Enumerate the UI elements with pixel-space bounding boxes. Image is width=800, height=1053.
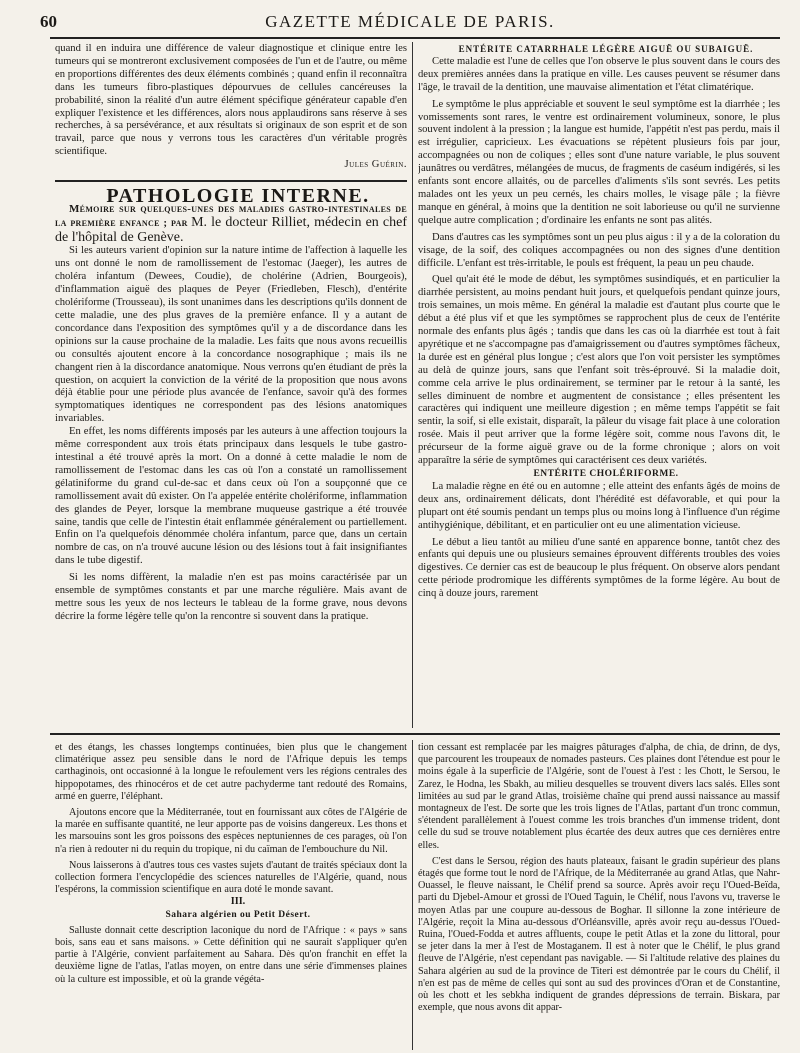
paragraph: quand il en induira une différence de valeur diagnostique et clinique entre les tumeurs qui se montreront exclusivement composées de l'un et de l'autre, ou même en proportions différentes des deux éléments combinés ; quand enfin il reconnaîtra dans les tumeurs fibro-plastiques dépourvues de cellules cancéreuses la probabilité, sinon la réalité d'un autre élément spécifique générateur capable d'en expliquer l'existence et les différences, alors nous applaudirons sans réserve à ses recherches, à sa persévérance, et aux résultats si originaux de son esprit et de son travail, parce que nous y verrons tous les caractères d'un véritable progrès scientifique. [55,43,407,158]
paragraph: tion cessant est remplacée par les maigres pâturages d'alpha, de chia, de drinn, de dys, que parcourent les troupeaux de nomades pasteurs. Ces plaines dont l'étendue est pour le moins égale à la superficie de l'Algérie, sont de l'ouest à l'est : les Chott, le Sersou, le Zarez, le Hodna, les Sbakh, au milieu desquelles se trouvent divers lacs salés. Elles sont limitées au sud par le grand Atlas, troisième chaîne qui prend aussi naissance au massif montagneux de l'est. De sorte que les trois lignes de l'Atlas, partant d'un tronc commun, s'étendent parallèlement à l'ouest comme les trois branches d'un immense trident, dont celle du sud se trouve notablement plus écartée des deux autres que ces dernières entre elles. [418,742,780,851]
column-rule-top [412,42,413,728]
subheading: ENTÉRITE CHOLÉRIFORME. [533,469,679,479]
column-top-left [55,43,407,729]
paragraph: La maladie règne en été ou en automne ; elle atteint des enfants âgés de moins de deux ans, ordinairement délicats, dont l'hérédité est défavorable, et qui pour la plupart ont été soumis pendant un temps plus ou moins long à l'influence d'un régime antihygiénique, débilitant, et en particulier ont eu une alimentation vicieuse. [418,480,780,531]
column-bottom-left [55,742,407,1050]
article-heading [55,203,407,246]
paragraph: En effet, les noms différents imposés par les auteurs à une affection toujours la même correspondent aux trois états principaux dans lesquels le tube gastro-intestinal a été trouvé après la mort. On a donné à cette maladie le nom de ramollissement de l'estomac dans les cas où l'on a constaté un ramollissement gélatiniforme du grand cul-de-sac et dans ceux où l'on a soupçonné que ce ramollissement avait dû exister. On l'a appelée entérite cholériforme, inflammation des glandes de Peyer, lorsque la membrane muqueuse gastrique a été trouvée saine, tandis que celle de l'intestin était enflammée généralement ou partiellement. Enfin on l'a quelquefois dénommée choléra infantum, parce que, dans un certain nombre de cas, on n'a trouvé aucune lésion ou des lésions tout à fait insignifiantes dans le tube digestif. [55,426,407,567]
paragraph: Nous laisserons à d'autres tous ces vastes sujets d'autant de traités spéciaux dont la collection formera l'encyclopédie des sciences naturelles de l'Algérie, quand, nous l'espérons, la commission scientifique en aura doté le monde savant. [55,859,407,896]
paragraph: Si les auteurs varient d'opinion sur la nature intime de l'affection à laquelle les uns ont donné le nom de ramollissement de l'estomac (Jaeger), les autres de choléra infantum (Dewees, Coudie), de cholérine (Adrien, Bourgeois), d'inflammation aiguë des plaques de Peyer (Friedleben, Flesch), d'entérite cholériforme (Trousseau), ils sont unanimes dans les descriptions qu'ils donnent de cette maladie, une des plus graves de la première enfance. Il y a autant de concordance dans l'exposition des symptômes qu'il y a de discordance dans les opinions sur la cause prochaine de la maladie. Les faits que nous avons recueillis ou consultés ajoutent encore à la concordance nosographique ; mais ils ne changent rien à la discordance anatomique. Nous verrons qu'en étudiant de près la question, on acquiert la conviction de la vérité de la proposition que nous avons déjà établie pour une période plus avancée de l'enfance, savoir qu'à des formes symptomatiques identiques ne correspondent pas des lésions anatomiques invariables. [55,245,407,425]
article-heading-title: Mémoire sur quelques-unes des maladies gastro-intestinales de la première enfance ; par [55,202,407,230]
column-top-right [418,43,780,729]
journal-title: GAZETTE MÉDICALE DE PARIS. [265,12,555,31]
article-separator [55,180,407,182]
paragraph: Dans d'autres cas les symptômes sont un peu plus aigus : il y a de la coloration du visage, de la soif, des coliques accompagnées ou non des signes d'une dentition difficile. L'enfant est très-irritable, le pouls est fréquent, la peau un peu chaude. [418,231,780,269]
paragraph: et des étangs, les chasses longtemps continuées, bien plus que le changement climatérique assez peu sensible dans le nord de l'Afrique depuis les temps carthaginois, ont occasionné à la longue le refoulement vers les régions centrales des hippopotames, des rhinocéros et de cet autre pachyderme tant redouté des Romains, armé en guerre, l'éléphant. [55,742,407,802]
section-number: III. [230,896,246,908]
paragraph: Le début a lieu tantôt au milieu d'une santé en apparence bonne, tantôt chez des enfants qui depuis une ou plusieurs semaines éprouvent différents troubles des voies digestives. Ce dernier cas est de beaucoup le plus fréquent. On observe alors pendant cette période prodromique les différents symptômes de la forme légère. Au bout de cinq à douze jours, rarement [418,536,780,600]
paragraph: Cette maladie est l'une de celles que l'on observe le plus souvent dans le cours des deux premières années dans la pratique en ville. Les causes peuvent se résumer dans l'âge, le travail de la dentition, une mauvaise alimentation et l'état climatérique. [418,55,780,93]
page-number: 60 [40,12,57,31]
paragraph: Si les noms diffèrent, la maladie n'en est pas moins caractérisée par un ensemble de symptômes constants et par une marche régulière. Mais avant de mettre sous les yeux de nos lecteurs le tableau de la forme grave, nous devons décrire la forme légère telle qu'on la rencontre si souvent dans la pratique. [55,572,407,622]
paragraph: Ajoutons encore que la Méditerranée, tout en fournissant aux côtes de l'Algérie de la marée en suffisante quantité, ne leur apporte pas de voisins dangereux. Les thons et les marsouins sont les gros poissons des espèces neptuniennes de ces parages, où l'on n'a rien à redouter ni du requin du tropique, ni du caïman de l'embouchure du Nil. [55,807,407,855]
section-divider-rule [50,733,780,735]
section-title: PATHOLOGIE INTERNE. [106,185,370,208]
paragraph: Le symptôme le plus appréciable et souvent le seul symptôme est la diarrhée ; les vomissements sont rares, le ventre est ordinairement volumineux, sonore, le plus souvent indolent à la pression ; la langue est humide, l'appétit n'est pas perdu, mais il est irrégulier, capricieux. Les évacuations se répètent plusieurs fois par jour, accompagnées ou non de coliques ; elles sont d'une nature variable, le plus souvent jaunâtres ou verdâtres, mélangées de mucus, de fragments de caséum indigérés, si les enfants sont encore allaités, ou de parcelles d'aliments s'ils sont sevrés. Les petits malades ont les yeux un peu cernés, les chairs molles, le visage pâle ; la fièvre manque en général, à moins que la dentition ne soit laborieuse ou qu'il ne survienne quelque autre complication ; d'ordinaire les enfants ne sont pas alités. [418,98,780,226]
subheading: Sahara algérien ou Petit Désert. [165,909,311,920]
subheading: ENTÉRITE CATARRHALE LÉGÈRE AIGUË OU SUBAIGUË. [458,44,754,54]
column-rule-bottom [412,740,413,1050]
page-header [40,10,780,32]
column-bottom-right [418,742,780,1050]
paragraph: Salluste donnait cette description laconique du nord de l'Afrique : « pays » sans bois, sans eau et sans maisons. » Cette définition qui ne saurait s'appliquer qu'en partie à l'Algérie, convient parfaitement au Sahara. Dès qu'on franchit en effet la deuxième ligne de l'atlas, l'atlas moyen, on entre dans une série d'immenses plaines où la culture est impossible, et où la grande végéta- [55,924,407,985]
paragraph: C'est dans le Sersou, région des hauts plateaux, faisant le gradin supérieur des plans étagés que forme tout le nord de l'Afrique, de la Méditerranée au grand Atlas, que Nahr-Ouassel, le fleuve naissant, le Chélif prend sa source. Après avoir reçu l'Oued-Beïda, parti du Djebel-Amour et grossi de l'Oued Taguin, le Chélif, nous l'avons vu, traverse le moyen Atlas par une coupure au-dessous de Boghar. Il sillonne la zone intérieure de l'Algérie, reçoit la Mina au-dessous d'Orléansville, après avoir reçu au-dessus l'Oued-Ruina, l'Oued-Fodda et autres affluents, coupe le petit Atlas et la zone du littoral, pour se jeter dans la mer à l'est de Mostaganem. Il est à noter que le Chélif, le plus grand fleuve de l'Algérie, n'est cependant pas navigable. — Si l'altitude relative des plaines du Sahara algérien au sud de la province de Titeri est démontrée par le cours du Chélif, il n'en est pas de même de celles qui sont au sud des provinces d'Oran et de Constantine, où les chott et les sebkha indiquent de grandes dépressions de terrain. Biskara, par exemple, que nous avons dit appar- [418,855,780,1014]
article-heading-author: M. le docteur Rilliet, médecin en chef de l'hôpital de Genève. [55,215,407,245]
paragraph: Quel qu'ait été le mode de début, les symptômes susindiqués, et en particulier la diarrhée persistent, au moins pendant huit jours, et quelquefois pendant quinze jours, trois semaines, un mois même. En général la maladie est d'autant plus courte que le début a été plus vif et que les symptômes se rapprochent plus de ceux de l'entérite normale des enfants plus âgés ; tandis que dans les cas où la diarrhée est tout à fait apyrétique et ne s'accompagne pas d'amaigrissement ou d'autres symptômes fâcheux, la durée est en général plus longue ; c'est alors que l'on voit persister les symptômes au delà de quinze jours, sans que l'enfant soit très-éprouvé. Si la maladie doit, comme cela arrive le plus ordinairement, se terminer par le retour à la santé, les selles diminuent de nombre et augmentent de consistance ; elles présentent les caractères qui indiquent une meilleure digestion ; en même temps l'appétit se fait sentir, la soif, si elle existait, disparaît, la pâleur du visage fait place à une coloration rosée. Mais il peut arriver que la forme légère soit, comme nous l'avons dit, le précurseur de la forme aiguë grave ou de la forme chronique ; alors on voit apparaître la série de symptômes qui caractérisent ces deux variétés. [418,274,780,467]
author-signature: Jules Guérin. [344,159,407,171]
header-rule [50,37,780,39]
